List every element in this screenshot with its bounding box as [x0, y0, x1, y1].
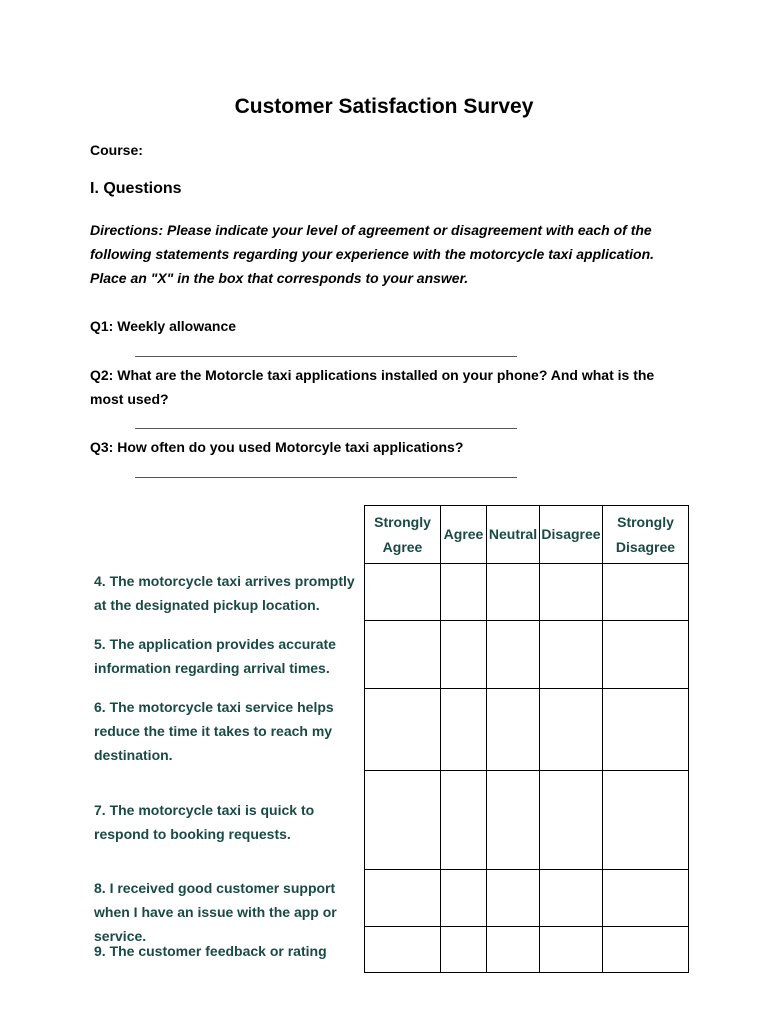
directions-text: Directions: Please indicate your level of agreement or disagreement with each of the following statements regarding your experience with the motorcycle taxi application. Place an "X" in the box that corresponds to your answer. — [90, 222, 655, 286]
statement-8: 8. I received good customer support when I have an issue with the app or service. — [94, 880, 337, 944]
rating-row-7 — [365, 771, 689, 870]
checkbox-cell[interactable] — [441, 564, 487, 621]
header-strongly-disagree: Strongly Disagree — [603, 506, 689, 564]
header-neutral: Neutral — [487, 506, 540, 564]
checkbox-cell[interactable] — [441, 927, 487, 973]
rating-row-6 — [365, 689, 689, 771]
checkbox-cell[interactable] — [603, 870, 689, 927]
section-heading: I. Questions — [90, 180, 182, 197]
rating-header-row — [365, 506, 689, 564]
checkbox-cell[interactable] — [441, 870, 487, 927]
answer-line-3[interactable] — [135, 477, 517, 478]
checkbox-cell[interactable] — [487, 870, 540, 927]
question-3: Q3: How often do you used Motorcyle taxi applications? — [90, 439, 464, 455]
checkbox-cell[interactable] — [487, 621, 540, 689]
answer-line-2[interactable] — [135, 428, 517, 429]
statement-9: 9. The customer feedback or rating — [94, 943, 327, 959]
checkbox-cell[interactable] — [603, 771, 689, 870]
checkbox-cell[interactable] — [540, 621, 603, 689]
rating-row-4 — [365, 564, 689, 621]
rating-row-9 — [365, 927, 689, 973]
checkbox-cell[interactable] — [365, 689, 441, 771]
rating-table — [364, 505, 689, 973]
checkbox-cell[interactable] — [441, 771, 487, 870]
statement-7: 7. The motorcycle taxi is quick to respond to booking requests. — [94, 802, 315, 842]
header-agree: Agree — [441, 506, 487, 564]
statement-4: 4. The motorcycle taxi arrives promptly at the designated pickup location. — [94, 573, 355, 613]
checkbox-cell[interactable] — [540, 870, 603, 927]
header-strongly-agree: Strongly Agree — [365, 506, 441, 564]
checkbox-cell[interactable] — [365, 621, 441, 689]
checkbox-cell[interactable] — [487, 689, 540, 771]
checkbox-cell[interactable] — [441, 621, 487, 689]
checkbox-cell[interactable] — [603, 564, 689, 621]
header-disagree: Disagree — [540, 506, 603, 564]
rating-row-8 — [365, 870, 689, 927]
checkbox-cell[interactable] — [365, 870, 441, 927]
checkbox-cell[interactable] — [365, 564, 441, 621]
checkbox-cell[interactable] — [540, 927, 603, 973]
checkbox-cell[interactable] — [487, 771, 540, 870]
checkbox-cell[interactable] — [540, 771, 603, 870]
checkbox-cell[interactable] — [603, 621, 689, 689]
checkbox-cell[interactable] — [603, 689, 689, 771]
question-1: Q1: Weekly allowance — [90, 318, 237, 334]
answer-line-1[interactable] — [135, 356, 517, 357]
question-2: Q2: What are the Motorcle taxi applications installed on your phone? And what is the most used? — [90, 367, 655, 407]
checkbox-cell[interactable] — [540, 689, 603, 771]
checkbox-cell[interactable] — [540, 564, 603, 621]
checkbox-cell[interactable] — [441, 689, 487, 771]
statement-5: 5. The application provides accurate information regarding arrival times. — [94, 636, 336, 676]
survey-title: Customer Satisfaction Survey — [234, 95, 534, 118]
checkbox-cell[interactable] — [365, 927, 441, 973]
course-label: Course: — [90, 142, 143, 158]
checkbox-cell[interactable] — [365, 771, 441, 870]
statement-6: 6. The motorcycle taxi service helps reduce the time it takes to reach my destination. — [94, 699, 334, 763]
checkbox-cell[interactable] — [487, 927, 540, 973]
rating-row-5 — [365, 621, 689, 689]
checkbox-cell[interactable] — [603, 927, 689, 973]
checkbox-cell[interactable] — [487, 564, 540, 621]
